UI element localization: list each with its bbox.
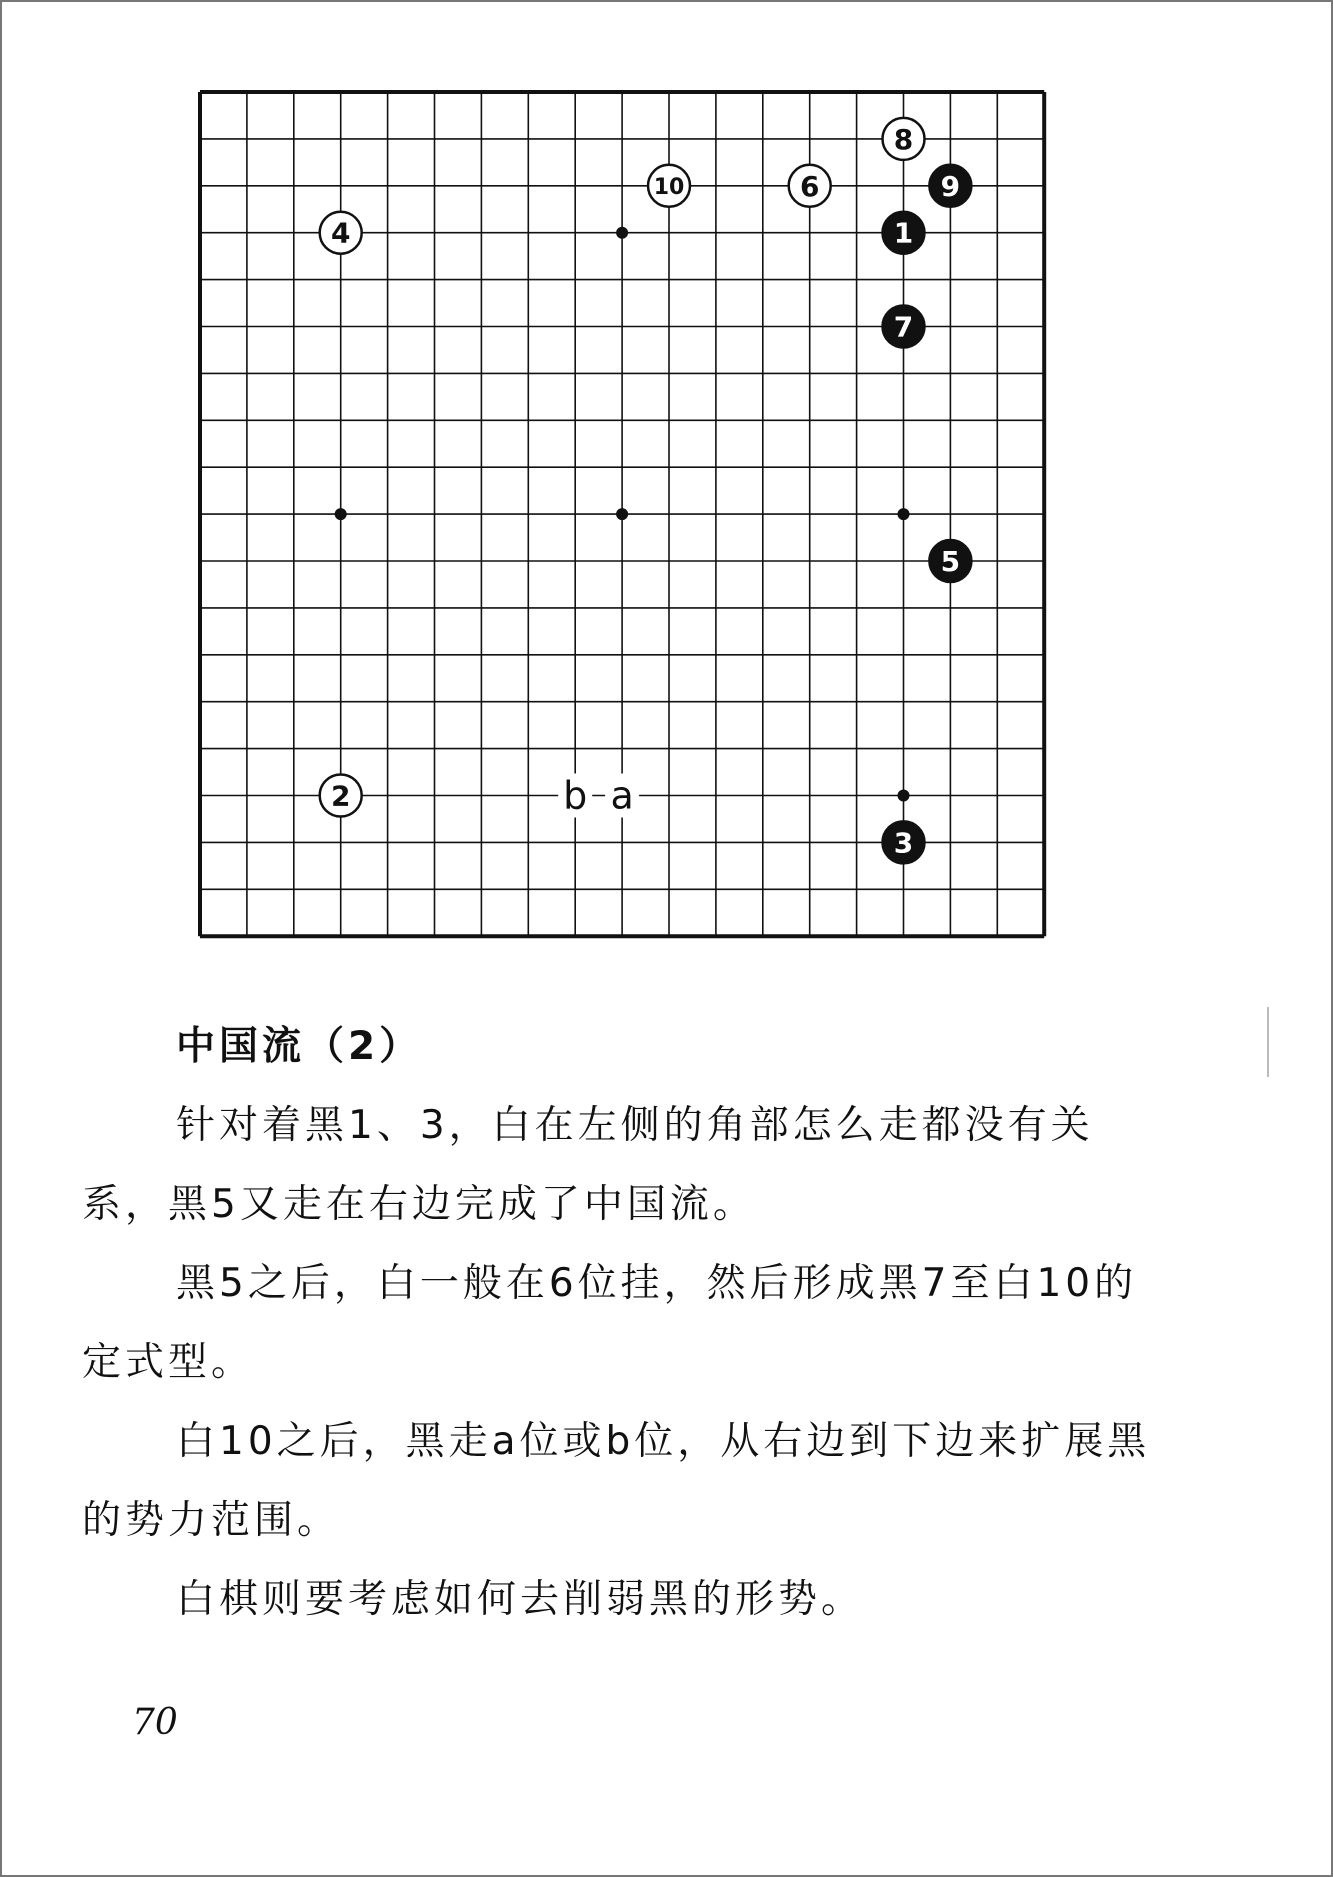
- stone-number-6: 6: [799, 169, 820, 203]
- stone-number-3: 3: [893, 826, 914, 860]
- stone-number-7: 7: [893, 310, 914, 344]
- star-point: [335, 508, 347, 520]
- section-heading: 中国流（2）: [176, 1024, 423, 1069]
- stone-number-10: 10: [653, 174, 685, 200]
- paragraph-2: 黑5之后，白一般在6位挂，然后形成黑7至白10的定式型。: [82, 1261, 1138, 1385]
- star-point: [616, 508, 628, 520]
- mark-label-a: a: [610, 773, 634, 818]
- stone-number-5: 5: [940, 545, 961, 578]
- go-board-svg: [192, 84, 1052, 954]
- stone-number-8: 8: [893, 122, 914, 156]
- stone-number-4: 4: [330, 216, 351, 250]
- commentary-text: [82, 1007, 1162, 1639]
- paragraph-1: 针对着黑1、3，白在左侧的角部怎么走都没有关系，黑5又走在右边完成了中国流。: [82, 1103, 1094, 1227]
- star-point: [898, 508, 910, 520]
- stone-number-9: 9: [940, 169, 961, 203]
- go-board-diagram: [192, 84, 1052, 954]
- stone-number-1: 1: [893, 216, 914, 250]
- star-point: [616, 227, 628, 239]
- page-number: 70: [132, 1702, 178, 1743]
- star-point: [898, 790, 910, 802]
- paragraph-3: 白10之后，黑走a位或b位，从右边到下边来扩展黑的势力范围。: [82, 1419, 1151, 1543]
- mark-label-b: b: [563, 773, 588, 818]
- paragraph-4: 白棋则要考虑如何去削弱黑的形势。: [176, 1577, 865, 1622]
- scan-artifact-line: [1267, 1007, 1269, 1077]
- stone-number-2: 2: [330, 779, 351, 813]
